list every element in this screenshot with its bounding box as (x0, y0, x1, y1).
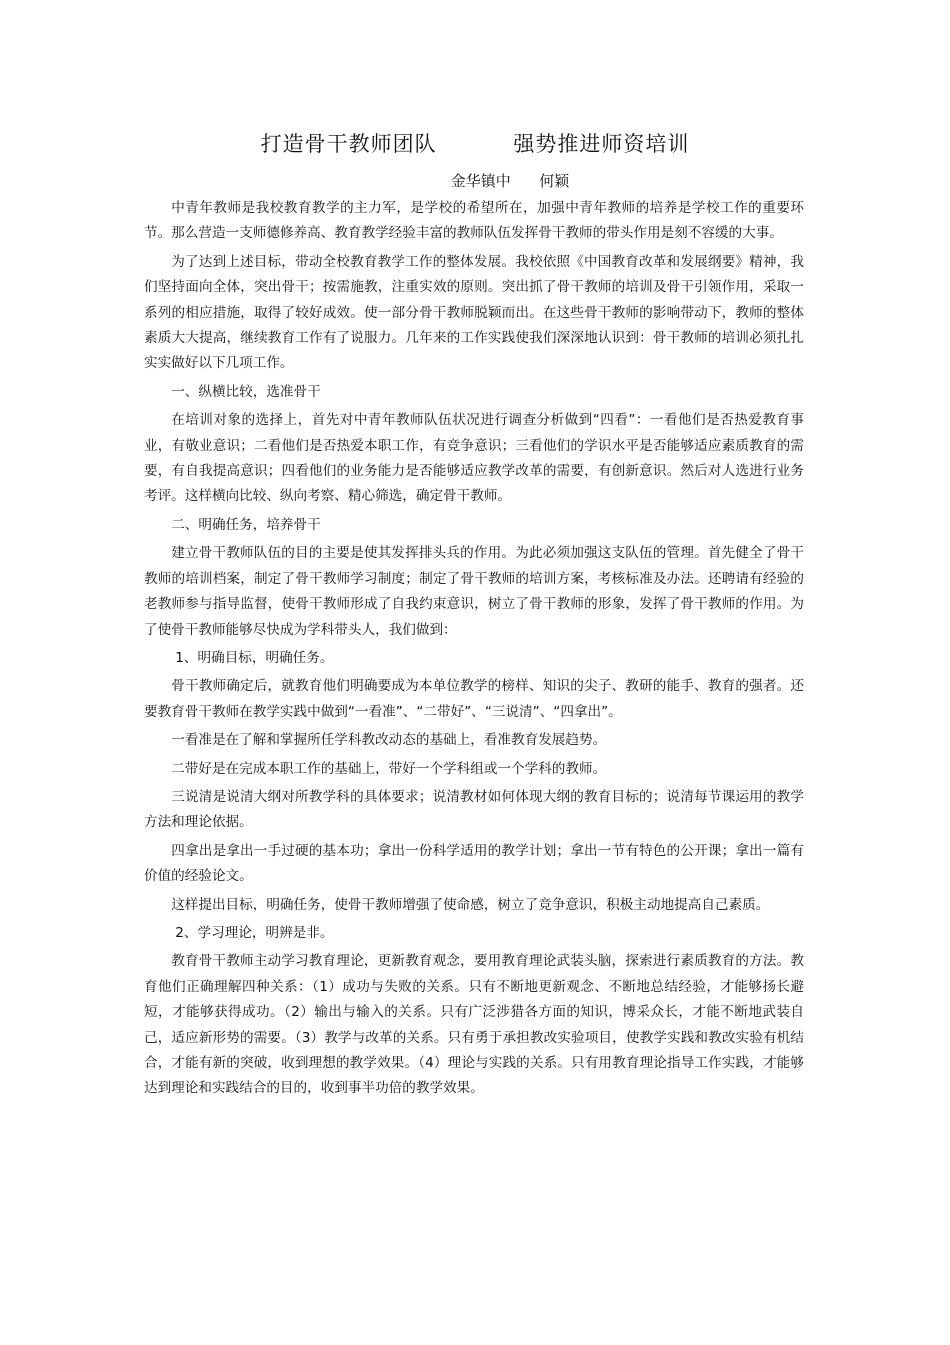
paragraph-summary: 这样提出目标，明确任务，使骨干教师增强了使命感，树立了竞争意识，积极主动地提高自己素质。 (171, 896, 770, 913)
paragraph-intro: 中青年教师是我校教育教学的主力军，是学校的希望所在，加强中青年教师的培养是学校工作的重要环节。那么营造一支师德修养高、教育教学经验丰富的教师队伍发挥骨干教师的带头作用是刻不容缓的大事。 (144, 200, 804, 242)
paragraph-theory: 教育骨干教师主动学习教育理论，更新教育观念，要用教育理论武装头脑，探索进行素质教育的方法。教育他们正确理解四种关系：（1）成功与失败的关系。只有不断地更新观念、不断地总结经验，才能够扬长避短，才能够获得成功。（2）输出与输入的关系。只有广泛涉猎各方面的知识，博采众长，才能不断地武装自己，适应新形势的需要。（3）教学与改革的关系。只有勇于承担教改实验项目，使教学实践和教改实验有机结合，才能有新的突破，收到理想的教学效果。（4）理论与实践的关系。只有用教育理论指导工作实践，才能够达到理论和实践结合的目的，收到事半功倍的教学效果。 (144, 953, 804, 1097)
paragraph-two-lead: 二带好是在完成本职工作的基础上，带好一个学科组或一个学科的教师。 (171, 760, 607, 777)
paragraph-one-look: 一看准是在了解和掌握所任学科教改动态的基础上，看准教育发展趋势。 (171, 732, 607, 749)
document-author: 金华镇中 何颖 (450, 172, 570, 190)
document-body (144, 196, 804, 1102)
document-title: 打造骨干教师团队 强势推进师资培训 (260, 132, 690, 156)
section-heading-2: 二、明确任务，培养骨干 (171, 516, 321, 533)
paragraph-four-produce: 四拿出是拿出一手过硬的基本功；拿出一份科学适用的教学计划；拿出一节有特色的公开课；拿出一篇有价值的经验论文。 (144, 842, 804, 885)
paragraph-selection: 在培训对象的选择上，首先对中青年教师队伍状况进行调查分析做到“四看”：一看他们是否热爱教育事业，有敬业意识；二看他们是否热爱本职工作，有竞争意识；三看他们的学识水平是否能够适应素质教育的需要，有自我提高意识；四看他们的业务能力是否能够适应教学改革的需要，有创新意识。然后对人选进行业务考评。这样横向比较、纵向考察、精心筛选，确定骨干教师。 (144, 412, 804, 505)
subsection-heading-2: 2、学习理论，明辨是非。 (175, 924, 334, 941)
paragraph-goal: 为了达到上述目标，带动全校教育教学工作的整体发展。我校依照《中国教育改革和发展纲要》精神，我们坚持面向全体，突出骨干；按需施教，注重实效的原则。突出抓了骨干教师的培训及骨干引领作用，采取一系列的相应措施，取得了较好成效。使一部分骨干教师脱颖而出。在这些骨干教师的影响带动下，教师的整体素质大大提高，继续教育工作有了说服力。几年来的工作实践使我们深深地认识到：骨干教师的培训必须扎扎实实做好以下几项工作。 (144, 253, 804, 372)
paragraph-three-explain: 三说清是说清大纲对所教学科的具体要求；说清教材如何体现大纲的教育目标的；说清每节课运用的教学方法和理论依据。 (144, 788, 804, 831)
subsection-heading-1: 1、明确目标，明确任务。 (175, 649, 334, 666)
section-heading-1: 一、纵横比较，选准骨干 (171, 383, 321, 400)
paragraph-management: 建立骨干教师队伍的目的主要是使其发挥排头兵的作用。为此必须加强这支队伍的管理。首先健全了骨干教师的培训档案，制定了骨干教师学习制度；制定了骨干教师的培训方案，考核标准及办法。还聘请有经验的老教师参与指导监督，使骨干教师形成了自我约束意识，树立了骨干教师的形象，发挥了骨干教师的作用。为了使骨干教师能够尽快成为学科带头人，我们做到： (144, 545, 804, 638)
paragraph-goals: 骨干教师确定后，就教育他们明确要成为本单位教学的榜样、知识的尖子、教研的能手、教育的强者。还要教育骨干教师在教学实践中做到“一看准”、“二带好”、“三说清”、“四拿出”。 (144, 678, 804, 720)
